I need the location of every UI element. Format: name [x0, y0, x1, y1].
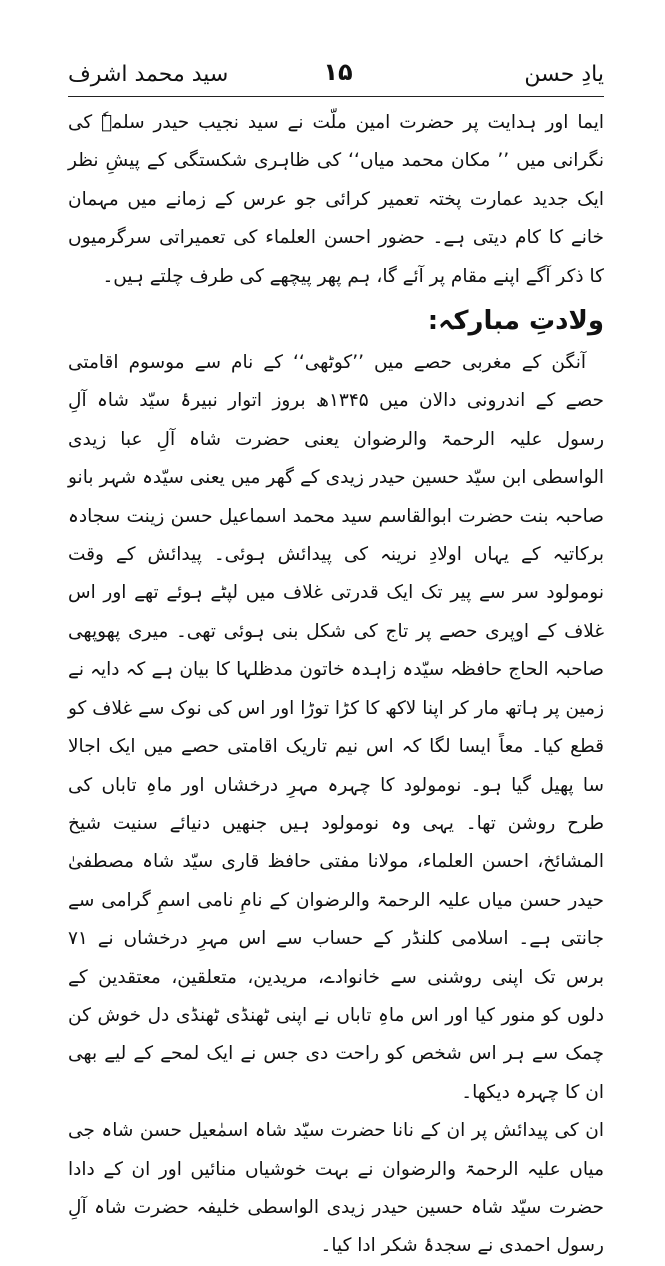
author-name: سید محمد اشرف: [68, 62, 229, 87]
header-rule: [68, 96, 604, 97]
section-heading: ولادتِ مبارکہ:: [427, 306, 604, 337]
paragraph-3: ان کی پیدائش پر ان کے نانا حضرت سیّد شاہ اسمٰعیل حسن شاہ جی میاں علیہ الرحمۃ والرضوان نے بہت خوشیاں منائیں اور ان کے دادا حضرت سیّد شاہ حسین حیدر زیدی الواسطی خلیفہ حضرت شاہ آلِ رسول احمدی نے سجدۂ شکر ادا کیا۔: [68, 1120, 604, 1257]
running-title: یادِ حسن: [524, 62, 604, 87]
page-header: [68, 52, 604, 98]
paragraph-1: ایما اور ہدایت پر حضرت امین ملّت نے سید نجیب حیدر سلمہٗ کی نگرانی میں ’’ مکان محمد میاں‘‘ کی ظاہری شکستگی کے پیشِ نظر ایک جدید عمارت پختہ تعمیر کرائی جو عرس کے زمانے میں مہمان خانے کا کام دیتی ہے۔ حضور احسن العلماء کی تعمیراتی سرگرمیوں کا ذکر آگے اپنے مقام پر آئے گا، ہم پھر پیچھے کی طرف چلتے ہیں۔: [68, 112, 604, 287]
page-number: ۱۵: [323, 58, 353, 86]
page-body: [68, 104, 604, 1266]
paragraph-2: آنگن کے مغربی حصے میں ’’کوٹھی‘‘ کے نام سے موسوم اقامتی حصے کے اندرونی دالان میں ۱۳۴۵ھ بروز اتوار نبیرۂ سیّد شاہ آلِ رسول علیہ الرحمۃ والرضوان یعنی حضرت شاہ آلِ عبا زیدی الواسطی ابن سیّد حسین حیدر زیدی کے گھر میں یعنی سیّدہ شہر بانو صاحبہ بنت حضرت ابوالقاسم سید محمد اسماعیل حسن زینت سجادہ برکاتیہ کے یہاں اولادِ نرینہ کی پیدائش ہوئی۔ پیدائش کے وقت نومولود سر سے پیر تک ایک قدرتی غلاف میں لپٹے ہوئے تھے اور اس غلاف کے اوپری حصے پر تاج کی شکل بنی ہوئی تھی۔ میری پھوپھی صاحبہ الحاج حافظہ سیّدہ زاہدہ خاتون مدظلہا کا بیان ہے کہ دایہ نے زمین پر ہاتھ مار کر اپنا لاکھ کا کڑا توڑا اور اس کی نوک سے غلاف کو قطع کیا۔ معاً ایسا لگا کہ اس نیم تاریک اقامتی حصے میں ایک اجالا سا پھیل گیا ہو۔ نومولود کا چہرہ مہرِ درخشاں اور ماہِ تاباں کی طرح روشن تھا۔ یہی وہ نومولود ہیں جنھیں دنیائے سنیت شیخ المشائخ، احسن العلماء، مولانا مفتی حافظ قاری سیّد شاہ مصطفیٰ حیدر حسن میاں علیہ الرحمۃ والرضوان کے نامِ نامی اسمِ گرامی سے جانتی ہے۔ اسلامی کلنڈر کے حساب سے اس مہرِ درخشاں نے ۷۱ برس تک اپنی روشنی سے خانوادے، مریدین، متعلقین، معتقدین کے دلوں کو منور کیا اور اس ماہِ تاباں نے اپنی ٹھنڈی ٹھنڈی دل خوش کن چمک سے ہر اس شخص کو راحت دی جس نے ایک لمحے کے لیے بھی ان کا چہرہ دیکھا۔: [68, 352, 604, 1103]
